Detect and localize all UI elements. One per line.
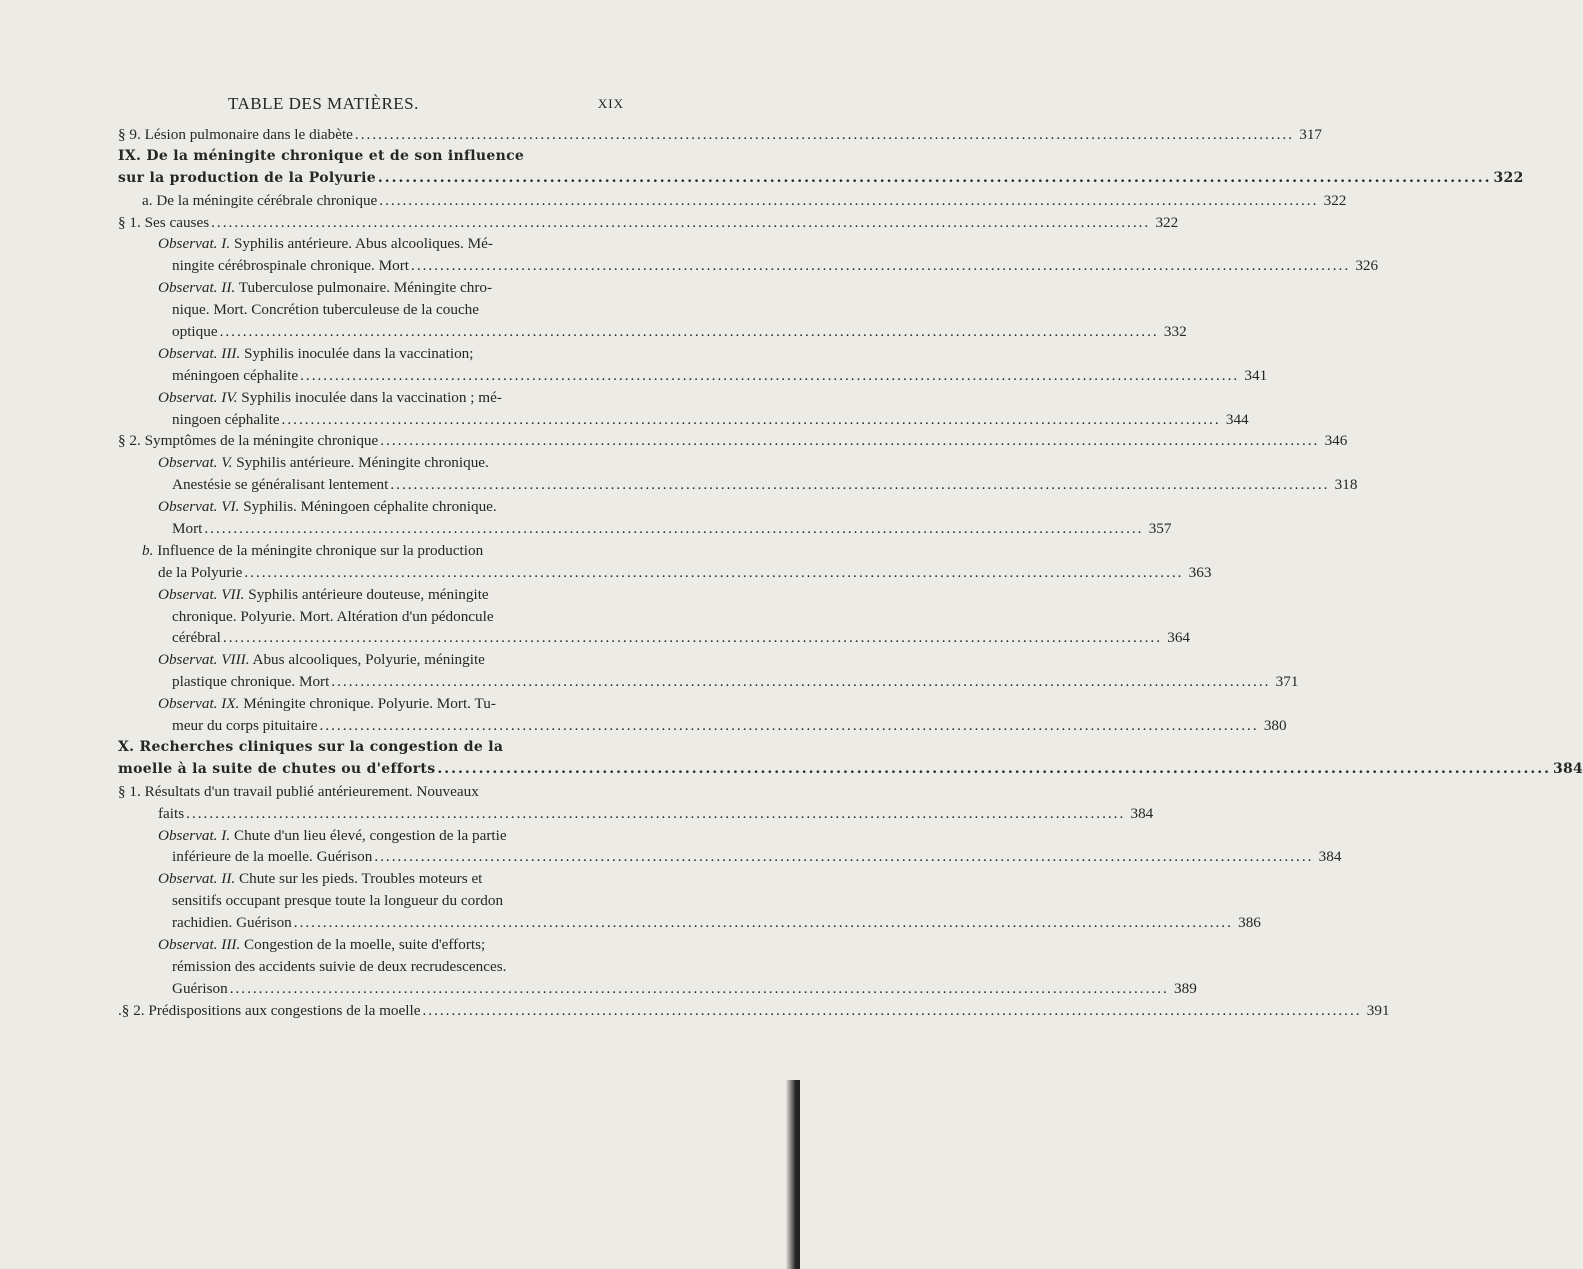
observation-entry bbox=[118, 868, 628, 890]
toc-entry bbox=[118, 321, 1187, 343]
leader-dots bbox=[230, 978, 1169, 1000]
leader-dots bbox=[220, 321, 1159, 343]
observation-label: Observat. I. bbox=[158, 826, 231, 844]
entry-page: 386 bbox=[1238, 914, 1261, 932]
toc-entry bbox=[118, 759, 1583, 781]
entry-title-cont: optique bbox=[172, 323, 218, 341]
observation-label: Observat. VII. bbox=[158, 585, 245, 603]
entry-page: 322 bbox=[1323, 191, 1347, 209]
entry-title-cont: inférieure de la moelle. Guérison bbox=[172, 848, 373, 866]
entry-title: Syphilis antérieure. Abus alcooliques. Mé- bbox=[233, 235, 493, 253]
observation-label: Observat. I. bbox=[158, 235, 231, 253]
leader-dots bbox=[282, 409, 1221, 431]
entry-page: 341 bbox=[1244, 366, 1268, 384]
page-header bbox=[118, 94, 626, 116]
entry-title-cont: Guérison bbox=[172, 979, 228, 997]
entry-title-cont: cérébral bbox=[172, 629, 221, 647]
leader-dots bbox=[437, 759, 1551, 781]
entry-page: 380 bbox=[1263, 717, 1287, 735]
entry-page: 384 bbox=[1318, 848, 1342, 866]
entry-label: .§ 2. bbox=[118, 1001, 145, 1019]
toc-entry bbox=[118, 671, 1299, 693]
observation-entry bbox=[118, 496, 628, 518]
leader-dots bbox=[320, 715, 1259, 737]
observation-label: Observat. IX. bbox=[158, 695, 240, 713]
entry-title: Syphilis inoculée dans la vaccination; bbox=[244, 344, 474, 362]
toc-entry bbox=[118, 255, 1379, 277]
entry-title-cont: nique. Mort. Concrétion tuberculeuse de la couche bbox=[172, 301, 480, 319]
running-title: TABLE DES MATIÈRES. bbox=[228, 94, 419, 113]
chapter-heading bbox=[118, 146, 628, 168]
entry-page: 322 bbox=[1155, 213, 1179, 231]
entry-title-cont: chronique. Polyurie. Mort. Altération d'un pédoncule bbox=[172, 607, 494, 625]
entry-page: 371 bbox=[1275, 673, 1299, 691]
toc-entry bbox=[118, 803, 1154, 825]
leader-dots bbox=[390, 474, 1329, 496]
observation-entry bbox=[118, 693, 628, 715]
leader-dots bbox=[422, 1000, 1361, 1022]
page-number: XIX bbox=[597, 96, 624, 111]
entry-title: Congestion de la moelle, suite d'efforts; bbox=[244, 935, 486, 953]
observation-entry bbox=[118, 649, 628, 671]
entry-title-cont: rachidien. Guérison bbox=[172, 914, 292, 932]
entry-title: Résultats d'un travail publié antérieurement. Nouveaux bbox=[144, 782, 479, 800]
subsection-entry bbox=[118, 540, 628, 562]
entry-title-cont: sensitifs occupant presque toute la longueur du cordon bbox=[172, 892, 504, 910]
entry-title: Tuberculose pulmonaire. Méningite chro- bbox=[238, 279, 493, 297]
chapter-title-cont: sur la production de la Polyurie bbox=[118, 169, 376, 186]
observation-entry bbox=[118, 343, 628, 365]
entry-label: § 9. bbox=[118, 126, 141, 143]
entry-title-cont: ningite cérébrospinale chronique. Mort bbox=[172, 257, 410, 275]
leader-dots bbox=[223, 627, 1162, 649]
toc-entry bbox=[118, 715, 1287, 737]
chapter-title: De la méningite chronique et de son influence bbox=[146, 147, 525, 164]
entry-title: Méningite chronique. Polyurie. Mort. Tu- bbox=[243, 695, 496, 713]
entry-label: § 1. bbox=[118, 782, 141, 800]
section-entry bbox=[118, 781, 628, 803]
entry-page: 346 bbox=[1324, 432, 1348, 450]
chapter-heading bbox=[118, 737, 628, 759]
entry-title: De la méningite cérébrale chronique bbox=[156, 191, 378, 209]
toc-entry bbox=[118, 978, 1197, 1000]
entry-page: 391 bbox=[1366, 1001, 1390, 1019]
entry-page: 318 bbox=[1334, 476, 1358, 494]
page-edge-shadow bbox=[786, 1080, 800, 1269]
toc-entry bbox=[118, 124, 1323, 146]
toc-entry bbox=[118, 1000, 1390, 1022]
entry-page: 389 bbox=[1174, 979, 1197, 997]
observation-entry bbox=[118, 387, 628, 409]
entry-title: Ses causes bbox=[144, 213, 210, 231]
observation-entry bbox=[118, 452, 628, 474]
leader-dots bbox=[379, 190, 1318, 212]
observation-label: Observat. V. bbox=[158, 454, 233, 472]
entry-title: Chute d'un lieu élevé, congestion de la partie bbox=[233, 826, 507, 844]
leader-dots bbox=[294, 912, 1233, 934]
observation-label: Observat. III. bbox=[158, 344, 241, 362]
entry-title-cont: faits bbox=[158, 804, 185, 822]
entry-title: Syphilis inoculée dans la vaccination ; mé- bbox=[241, 388, 502, 406]
entry-page: 364 bbox=[1167, 629, 1190, 647]
entry-label: b. bbox=[142, 541, 154, 559]
entry-title-cont: Mort bbox=[172, 520, 203, 538]
entry-page: 332 bbox=[1163, 323, 1187, 341]
leader-dots bbox=[374, 846, 1313, 868]
entry-title: Influence de la méningite chronique sur la production bbox=[157, 541, 484, 559]
entry-page: 357 bbox=[1148, 520, 1172, 538]
chapter-number: X. bbox=[118, 738, 135, 755]
leader-dots bbox=[380, 430, 1319, 452]
entry-title-cont: rémission des accidents suivie de deux recrudescences. bbox=[172, 957, 507, 975]
leader-dots bbox=[300, 365, 1239, 387]
entry-title: Abus alcooliques, Polyurie, méningite bbox=[252, 651, 485, 669]
toc-entry bbox=[118, 562, 1212, 584]
toc-entry bbox=[118, 846, 1342, 868]
entry-title: Lésion pulmonaire dans le diabète bbox=[144, 126, 353, 143]
toc-entry bbox=[118, 627, 1190, 649]
entry-title-cont: plastique chronique. Mort bbox=[172, 673, 330, 691]
entry-label: a. bbox=[142, 191, 153, 209]
observation-entry bbox=[118, 584, 628, 606]
entry-page: 317 bbox=[1299, 126, 1323, 143]
entry-label: § 1. bbox=[118, 213, 141, 231]
entry-title: Syphilis antérieure. Méningite chronique. bbox=[236, 454, 489, 472]
entry-title-cont: meur du corps pituitaire bbox=[172, 717, 318, 735]
entry-title-cont: Anestésie se généralisant lentement bbox=[172, 476, 389, 494]
chapter-title: Recherches cliniques sur la congestion de la bbox=[139, 738, 504, 755]
toc-entry bbox=[118, 474, 1358, 496]
leader-dots bbox=[244, 562, 1183, 584]
observation-label: Observat. VIII. bbox=[158, 651, 250, 669]
leader-dots bbox=[211, 212, 1150, 234]
observation-label: Observat. II. bbox=[158, 279, 236, 297]
toc-entry bbox=[118, 430, 1348, 452]
entry-title: Syphilis antérieure douteuse, méningite bbox=[248, 585, 489, 603]
observation-entry bbox=[118, 934, 628, 956]
observation-label: Observat. IV. bbox=[158, 388, 238, 406]
entry-title: Syphilis. Méningoen céphalite chronique. bbox=[243, 498, 497, 516]
entry-page: 344 bbox=[1225, 410, 1249, 428]
leader-dots bbox=[186, 803, 1125, 825]
entry-title-cont: ningoen céphalite bbox=[172, 410, 280, 428]
entry-title-cont: de la Polyurie bbox=[158, 563, 243, 581]
toc-entry bbox=[118, 912, 1261, 934]
chapter-number: IX. bbox=[118, 147, 142, 164]
leader-dots bbox=[204, 518, 1143, 540]
chapter-title-cont: moelle à la suite de chutes ou d'efforts bbox=[118, 760, 436, 777]
leader-dots bbox=[378, 168, 1492, 190]
toc-entry bbox=[118, 518, 1172, 540]
entry-title: Symptômes de la méningite chronique bbox=[144, 432, 379, 450]
observation-label: Observat. VI. bbox=[158, 498, 240, 516]
table-of-contents bbox=[118, 124, 1583, 1022]
observation-entry bbox=[118, 277, 628, 299]
entry-title: Chute sur les pieds. Troubles moteurs et bbox=[238, 870, 483, 888]
observation-entry bbox=[118, 233, 628, 255]
entry-title-cont: méningoen céphalite bbox=[172, 366, 299, 384]
observation-entry bbox=[118, 825, 628, 847]
toc-entry bbox=[118, 365, 1268, 387]
entry-page: 384 bbox=[1552, 760, 1583, 777]
entry-page: 326 bbox=[1355, 257, 1379, 275]
toc-entry bbox=[118, 190, 1347, 212]
observation-label: Observat. III. bbox=[158, 935, 241, 953]
toc-entry bbox=[118, 168, 1524, 190]
leader-dots bbox=[355, 124, 1294, 146]
leader-dots bbox=[411, 255, 1350, 277]
entry-label: § 2. bbox=[118, 432, 141, 450]
entry-title: Prédispositions aux congestions de la moelle bbox=[148, 1001, 421, 1019]
toc-entry bbox=[118, 212, 1179, 234]
entry-page: 322 bbox=[1493, 169, 1524, 186]
entry-page: 384 bbox=[1130, 804, 1154, 822]
observation-label: Observat. II. bbox=[158, 870, 236, 888]
leader-dots bbox=[331, 671, 1270, 693]
entry-page: 363 bbox=[1188, 563, 1212, 581]
toc-entry bbox=[118, 409, 1249, 431]
